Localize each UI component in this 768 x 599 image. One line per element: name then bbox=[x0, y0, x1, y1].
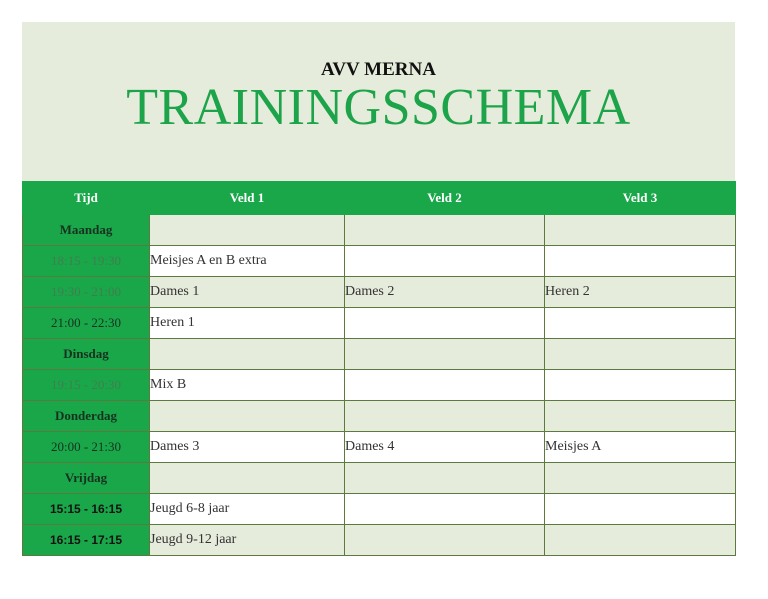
schedule-table bbox=[22, 181, 736, 556]
veld-2-cell bbox=[345, 215, 545, 246]
table-row bbox=[23, 246, 736, 277]
veld-2-cell: Dames 2 bbox=[345, 277, 545, 308]
veld-2-cell bbox=[345, 339, 545, 370]
table-row bbox=[23, 525, 736, 556]
veld-1-cell: Jeugd 6-8 jaar bbox=[150, 494, 345, 525]
table-row bbox=[23, 215, 736, 246]
veld-2-cell bbox=[345, 494, 545, 525]
table-row bbox=[23, 494, 736, 525]
veld-1-cell: Dames 3 bbox=[150, 432, 345, 463]
table-row bbox=[23, 401, 736, 432]
veld-2-cell: Dames 4 bbox=[345, 432, 545, 463]
day-label: Dinsdag bbox=[23, 339, 150, 370]
veld-2-cell bbox=[345, 401, 545, 432]
veld-3-cell bbox=[545, 401, 736, 432]
veld-2-cell bbox=[345, 525, 545, 556]
day-label: Vrijdag bbox=[23, 463, 150, 494]
time-label: 20:00 - 21:30 bbox=[23, 432, 150, 463]
club-name: AVV MERNA bbox=[321, 59, 436, 80]
table-header-row bbox=[23, 182, 736, 215]
veld-3-cell: Heren 2 bbox=[545, 277, 736, 308]
veld-1-cell: Mix B bbox=[150, 370, 345, 401]
column-header-veld-1: Veld 1 bbox=[150, 182, 345, 215]
table-row bbox=[23, 339, 736, 370]
time-label: 19:30 - 21:00 bbox=[23, 277, 150, 308]
page-title: TRAININGSSCHEMA bbox=[126, 79, 631, 136]
table-row bbox=[23, 463, 736, 494]
time-label: 16:15 - 17:15 bbox=[23, 525, 150, 556]
time-label: 21:00 - 22:30 bbox=[23, 308, 150, 339]
veld-2-cell bbox=[345, 246, 545, 277]
table-row bbox=[23, 370, 736, 401]
veld-3-cell bbox=[545, 308, 736, 339]
day-label: Maandag bbox=[23, 215, 150, 246]
veld-3-cell: Meisjes A bbox=[545, 432, 736, 463]
column-header-veld-3: Veld 3 bbox=[545, 182, 736, 215]
column-header-veld-2: Veld 2 bbox=[345, 182, 545, 215]
veld-1-cell: Dames 1 bbox=[150, 277, 345, 308]
veld-2-cell bbox=[345, 308, 545, 339]
header-block bbox=[22, 22, 735, 181]
veld-3-cell bbox=[545, 494, 736, 525]
veld-3-cell bbox=[545, 463, 736, 494]
time-label: 18:15 - 19:30 bbox=[23, 246, 150, 277]
table-row bbox=[23, 277, 736, 308]
veld-1-cell bbox=[150, 463, 345, 494]
veld-3-cell bbox=[545, 339, 736, 370]
table-row bbox=[23, 308, 736, 339]
veld-3-cell bbox=[545, 246, 736, 277]
veld-1-cell: Meisjes A en B extra bbox=[150, 246, 345, 277]
veld-1-cell bbox=[150, 215, 345, 246]
table-row bbox=[23, 432, 736, 463]
veld-1-cell: Heren 1 bbox=[150, 308, 345, 339]
veld-3-cell bbox=[545, 370, 736, 401]
veld-3-cell bbox=[545, 215, 736, 246]
veld-1-cell: Jeugd 9-12 jaar bbox=[150, 525, 345, 556]
day-label: Donderdag bbox=[23, 401, 150, 432]
veld-2-cell bbox=[345, 370, 545, 401]
column-header-tijd: Tijd bbox=[23, 182, 150, 215]
veld-1-cell bbox=[150, 339, 345, 370]
veld-3-cell bbox=[545, 525, 736, 556]
veld-2-cell bbox=[345, 463, 545, 494]
veld-1-cell bbox=[150, 401, 345, 432]
time-label: 19:15 - 20:30 bbox=[23, 370, 150, 401]
time-label: 15:15 - 16:15 bbox=[23, 494, 150, 525]
